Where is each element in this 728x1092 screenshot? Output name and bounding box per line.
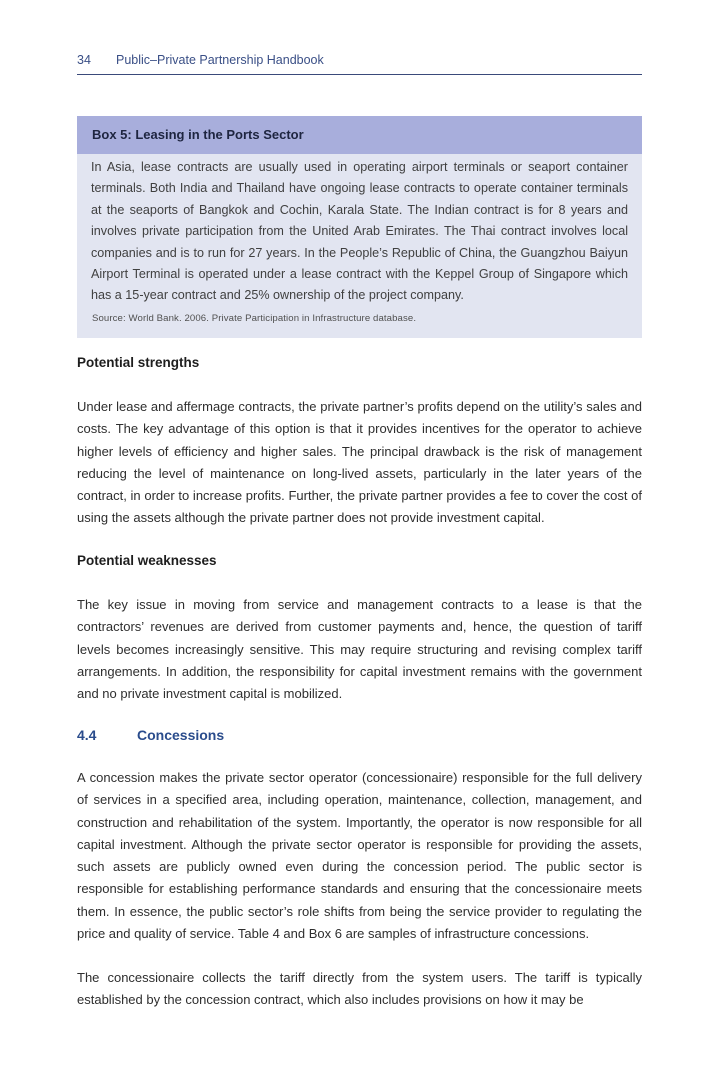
running-header (77, 52, 642, 75)
box-body-text: In Asia, lease contracts are usually used in operating airport terminals or seaport container terminals. Both India and Thailand have ongoing lease contracts to operate container terminals at the seaports of Bangkok and Cochin, Karala State. The Indian contract is for 8 years and involves private participation from the United Arab Emirates. The Thai contract involves local companies and is to run for 27 years. In the People’s Republic of China, the Guangzhou Baiyun Airport Terminal is operated under a lease contract with the Keppel Group of Singapore which has a 15-year contract and 25% ownership of the project company. (91, 160, 628, 303)
concessions-paragraph-2: The concessionaire collects the tariff directly from the system users. The tariff is typically established by the concession contract, which also includes provisions on how it may be (77, 970, 642, 1008)
box-title: Box 5: Leasing in the Ports Sector (77, 116, 642, 154)
section-number: 4.4 (77, 727, 97, 743)
weaknesses-heading: Potential weaknesses (77, 553, 217, 568)
concessions-paragraph-1: A concession makes the private sector operator (concessionaire) responsible for the full delivery of services in a specified area, including operation, maintenance, collection, management, and construction and rehabilitation of the system. Importantly, the operator is now responsible for all capital investment. Although the private sector operator is responsible for providing the assets, such assets are publicly owned even during the concession period. The public sector is responsible for establishing performance standards and ensuring that the concessionaire meets them. In essence, the public sector’s role shifts from being the service provider to regulating the price and quality of service. Table 4 and Box 6 are samples of infrastructure concessions. (77, 770, 642, 942)
strengths-heading: Potential strengths (77, 355, 200, 370)
box-source-note: Source: World Bank. 2006. Private Participation in Infrastructure database. (92, 313, 417, 324)
running-title: Public–Private Partnership Handbook (116, 53, 324, 67)
strengths-paragraph: Under lease and affermage contracts, the private partner’s profits depend on the utility’s sales and costs. The key advantage of this option is that it provides incentives for the operator to achieve higher levels of efficiency and higher sales. The principal drawback is the risk of management reducing the level of maintenance on long-lived assets, particularly in the later years of the contract, in order to increase profits. Further, the private partner provides a fee to cover the cost of using the assets although the private partner does not provide investment capital. (77, 399, 642, 526)
page-number: 34 (77, 53, 91, 67)
weaknesses-paragraph: The key issue in moving from service and management contracts to a lease is that the contractors’ revenues are derived from customer payments and, hence, the question of tariff levels becomes increasingly sensitive. This may require structuring and revising complex tariff arrangements. In addition, the responsibility for capital investment remains with the government and no private investment capital is mobilized. (77, 597, 642, 702)
box-5-sidebar (77, 116, 642, 338)
section-title: Concessions (137, 727, 225, 743)
